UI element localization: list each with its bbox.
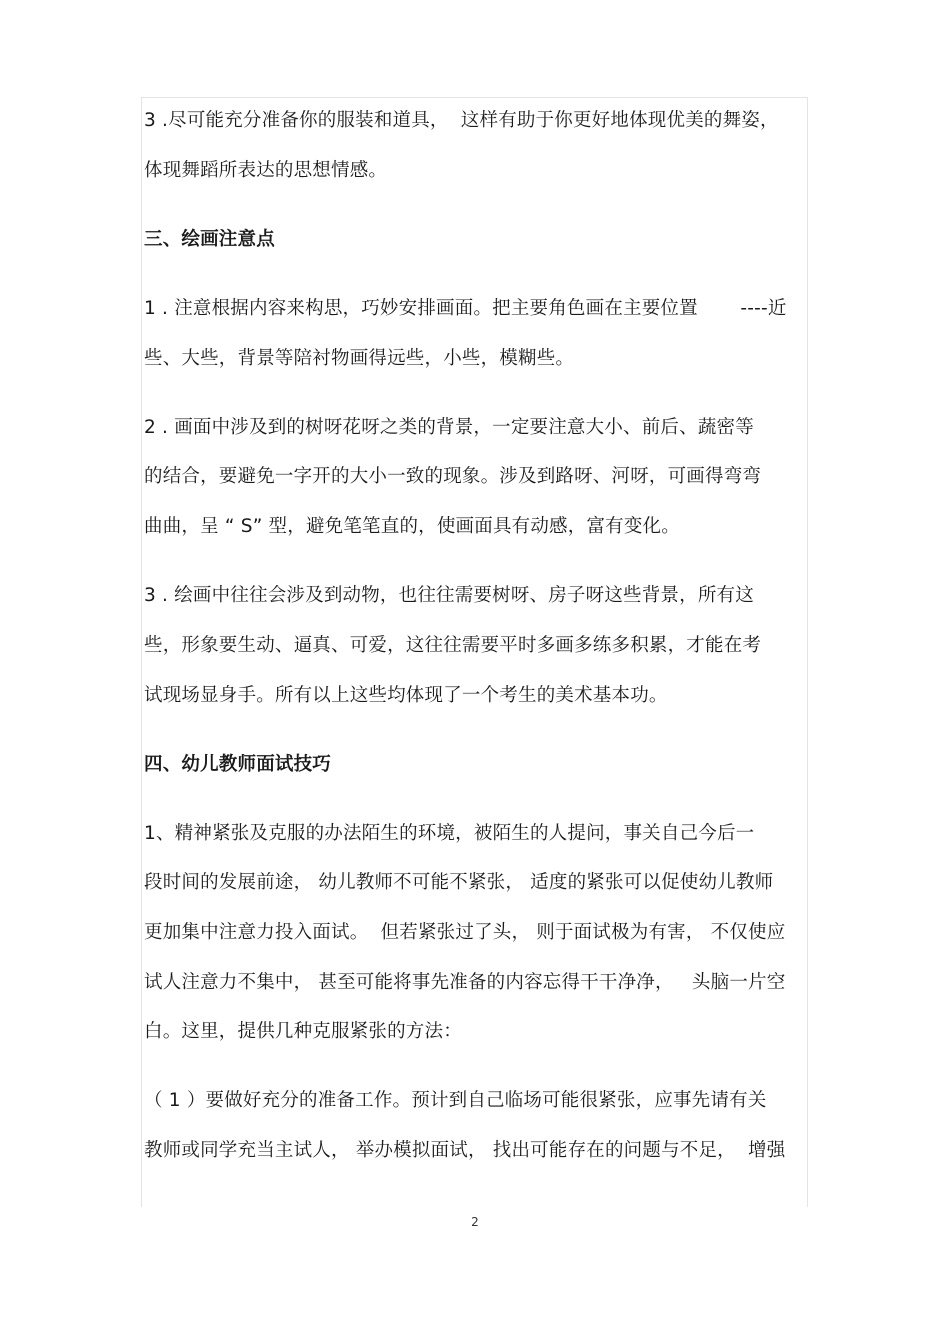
text-line: 的结合，要避免一字开的大小一致的现象。涉及到路呀、河呀，可画得弯弯 bbox=[144, 466, 762, 487]
text-line: 教师或同学充当主试人， 举办模拟面试， 找出可能存在的问题与不足， 增强 bbox=[144, 1140, 786, 1161]
text-line: 1、精神紧张及克服的办法陌生的环境，被陌生的人提问，事关自己今后一 bbox=[144, 823, 755, 844]
text-line: 些，形象要生动、逼真、可爱，这往往需要平时多画多练多积累，才能在考 bbox=[144, 635, 762, 656]
text-line: 试人注意力不集中， 甚至可能将事先准备的内容忘得干干净净， 头脑一片空 bbox=[144, 972, 786, 993]
text-line: 体现舞蹈所表达的思想情感。 bbox=[144, 160, 388, 181]
text-line: 更加集中注意力投入面试。 但若紧张过了头， 则于面试极为有害， 不仅使应 bbox=[144, 922, 786, 943]
text-line: 1 . 注意根据内容来构思，巧妙安排画面。把主要角色画在主要位置 ----近 bbox=[144, 298, 787, 319]
text-line: 试现场显身手。所有以上这些均体现了一个考生的美术基本功。 bbox=[144, 685, 668, 706]
text-line: 2 . 画面中涉及到的树呀花呀之类的背景，一定要注意大小、前后、蔬密等 bbox=[144, 417, 754, 438]
section-heading: 四、幼儿教师面试技巧 bbox=[144, 754, 332, 775]
text-line: 些、大些，背景等陪衬物画得远些，小些，模糊些。 bbox=[144, 348, 575, 369]
page-number: 2 bbox=[471, 1215, 479, 1229]
text-line: 3 .尽可能充分准备你的服装和道具， 这样有助于你更好地体现优美的舞姿， bbox=[144, 110, 779, 131]
text-line: 曲曲，呈 “ S” 型，避免笔笔直的，使画面具有动感，富有变化。 bbox=[144, 516, 680, 537]
text-line: （ 1 ）要做好充分的准备工作。预计到自己临场可能很紧张，应事先请有关 bbox=[144, 1090, 767, 1111]
text-line: 段时间的发展前途， 幼儿教师不可能不紧张， 适度的紧张可以促使幼儿教师 bbox=[144, 872, 774, 893]
text-line: 白。这里，提供几种克服紧张的方法： bbox=[144, 1021, 462, 1042]
text-line: 3 . 绘画中往往会涉及到动物，也往往需要树呀、房子呀这些背景，所有这 bbox=[144, 585, 754, 606]
section-heading: 三、绘画注意点 bbox=[144, 229, 275, 250]
